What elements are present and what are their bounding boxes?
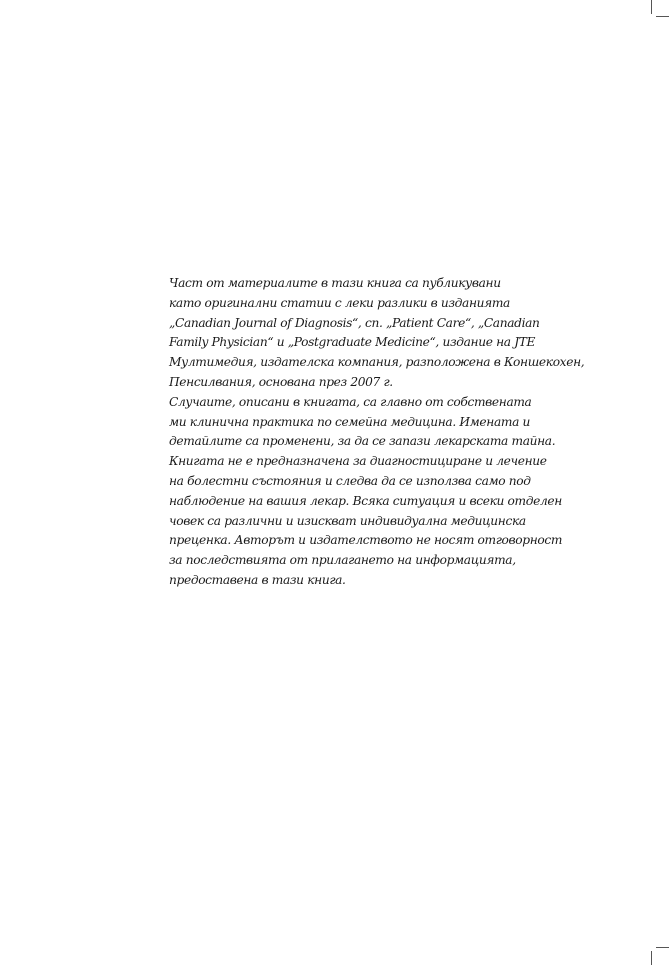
disclaimer-paragraph — [169, 393, 609, 591]
text-line: Мултимедия, издателска компания, разположена в Коншекохен, — [169, 355, 585, 370]
text-line: като оригинални статии с леки разлики в изданията — [169, 295, 510, 310]
crop-mark-bottom-horizontal — [656, 947, 669, 948]
text-line: човек са различни и изискват индивидуална медицинска — [169, 513, 526, 528]
text-line: преценка. Авторът и издателството не носят отговорност — [169, 533, 563, 548]
text-line: „Canadian Journal of Diagnosis“, сп. „Patient Care“, „Canadian — [169, 315, 540, 330]
text-line: предоставена в тази книга. — [169, 572, 346, 587]
text-line: Пенсилвания, основана през 2007 г. — [169, 374, 393, 389]
text-line: Случаите, описани в книгата, са главно от собствената — [169, 394, 532, 409]
text-line: Family Physician“ и „Postgraduate Medicine“, издание на JTE — [169, 335, 536, 350]
text-line: наблюдение на вашия лекар. Всяка ситуация и всеки отделен — [169, 493, 562, 508]
text-line: на болестни състояния и следва да се използва само под — [169, 473, 531, 488]
text-line: за последствията от прилагането на информацията, — [169, 553, 516, 568]
copyright-notice — [169, 274, 609, 591]
text-line: Книгата не е предназначена за диагностициране и лечение — [169, 454, 547, 469]
crop-mark-top-horizontal — [656, 16, 669, 17]
crop-mark-bottom-vertical — [651, 951, 652, 965]
text-line: Част от материалите в тази книга са публикувани — [169, 276, 501, 290]
text-line: ми клинична практика по семейна медицина. Имената и — [169, 414, 531, 429]
text-line: детайлите са променени, за да се запази лекарската тайна. — [169, 434, 556, 449]
crop-mark-top-vertical — [651, 0, 652, 14]
publication-note-paragraph — [169, 274, 609, 393]
